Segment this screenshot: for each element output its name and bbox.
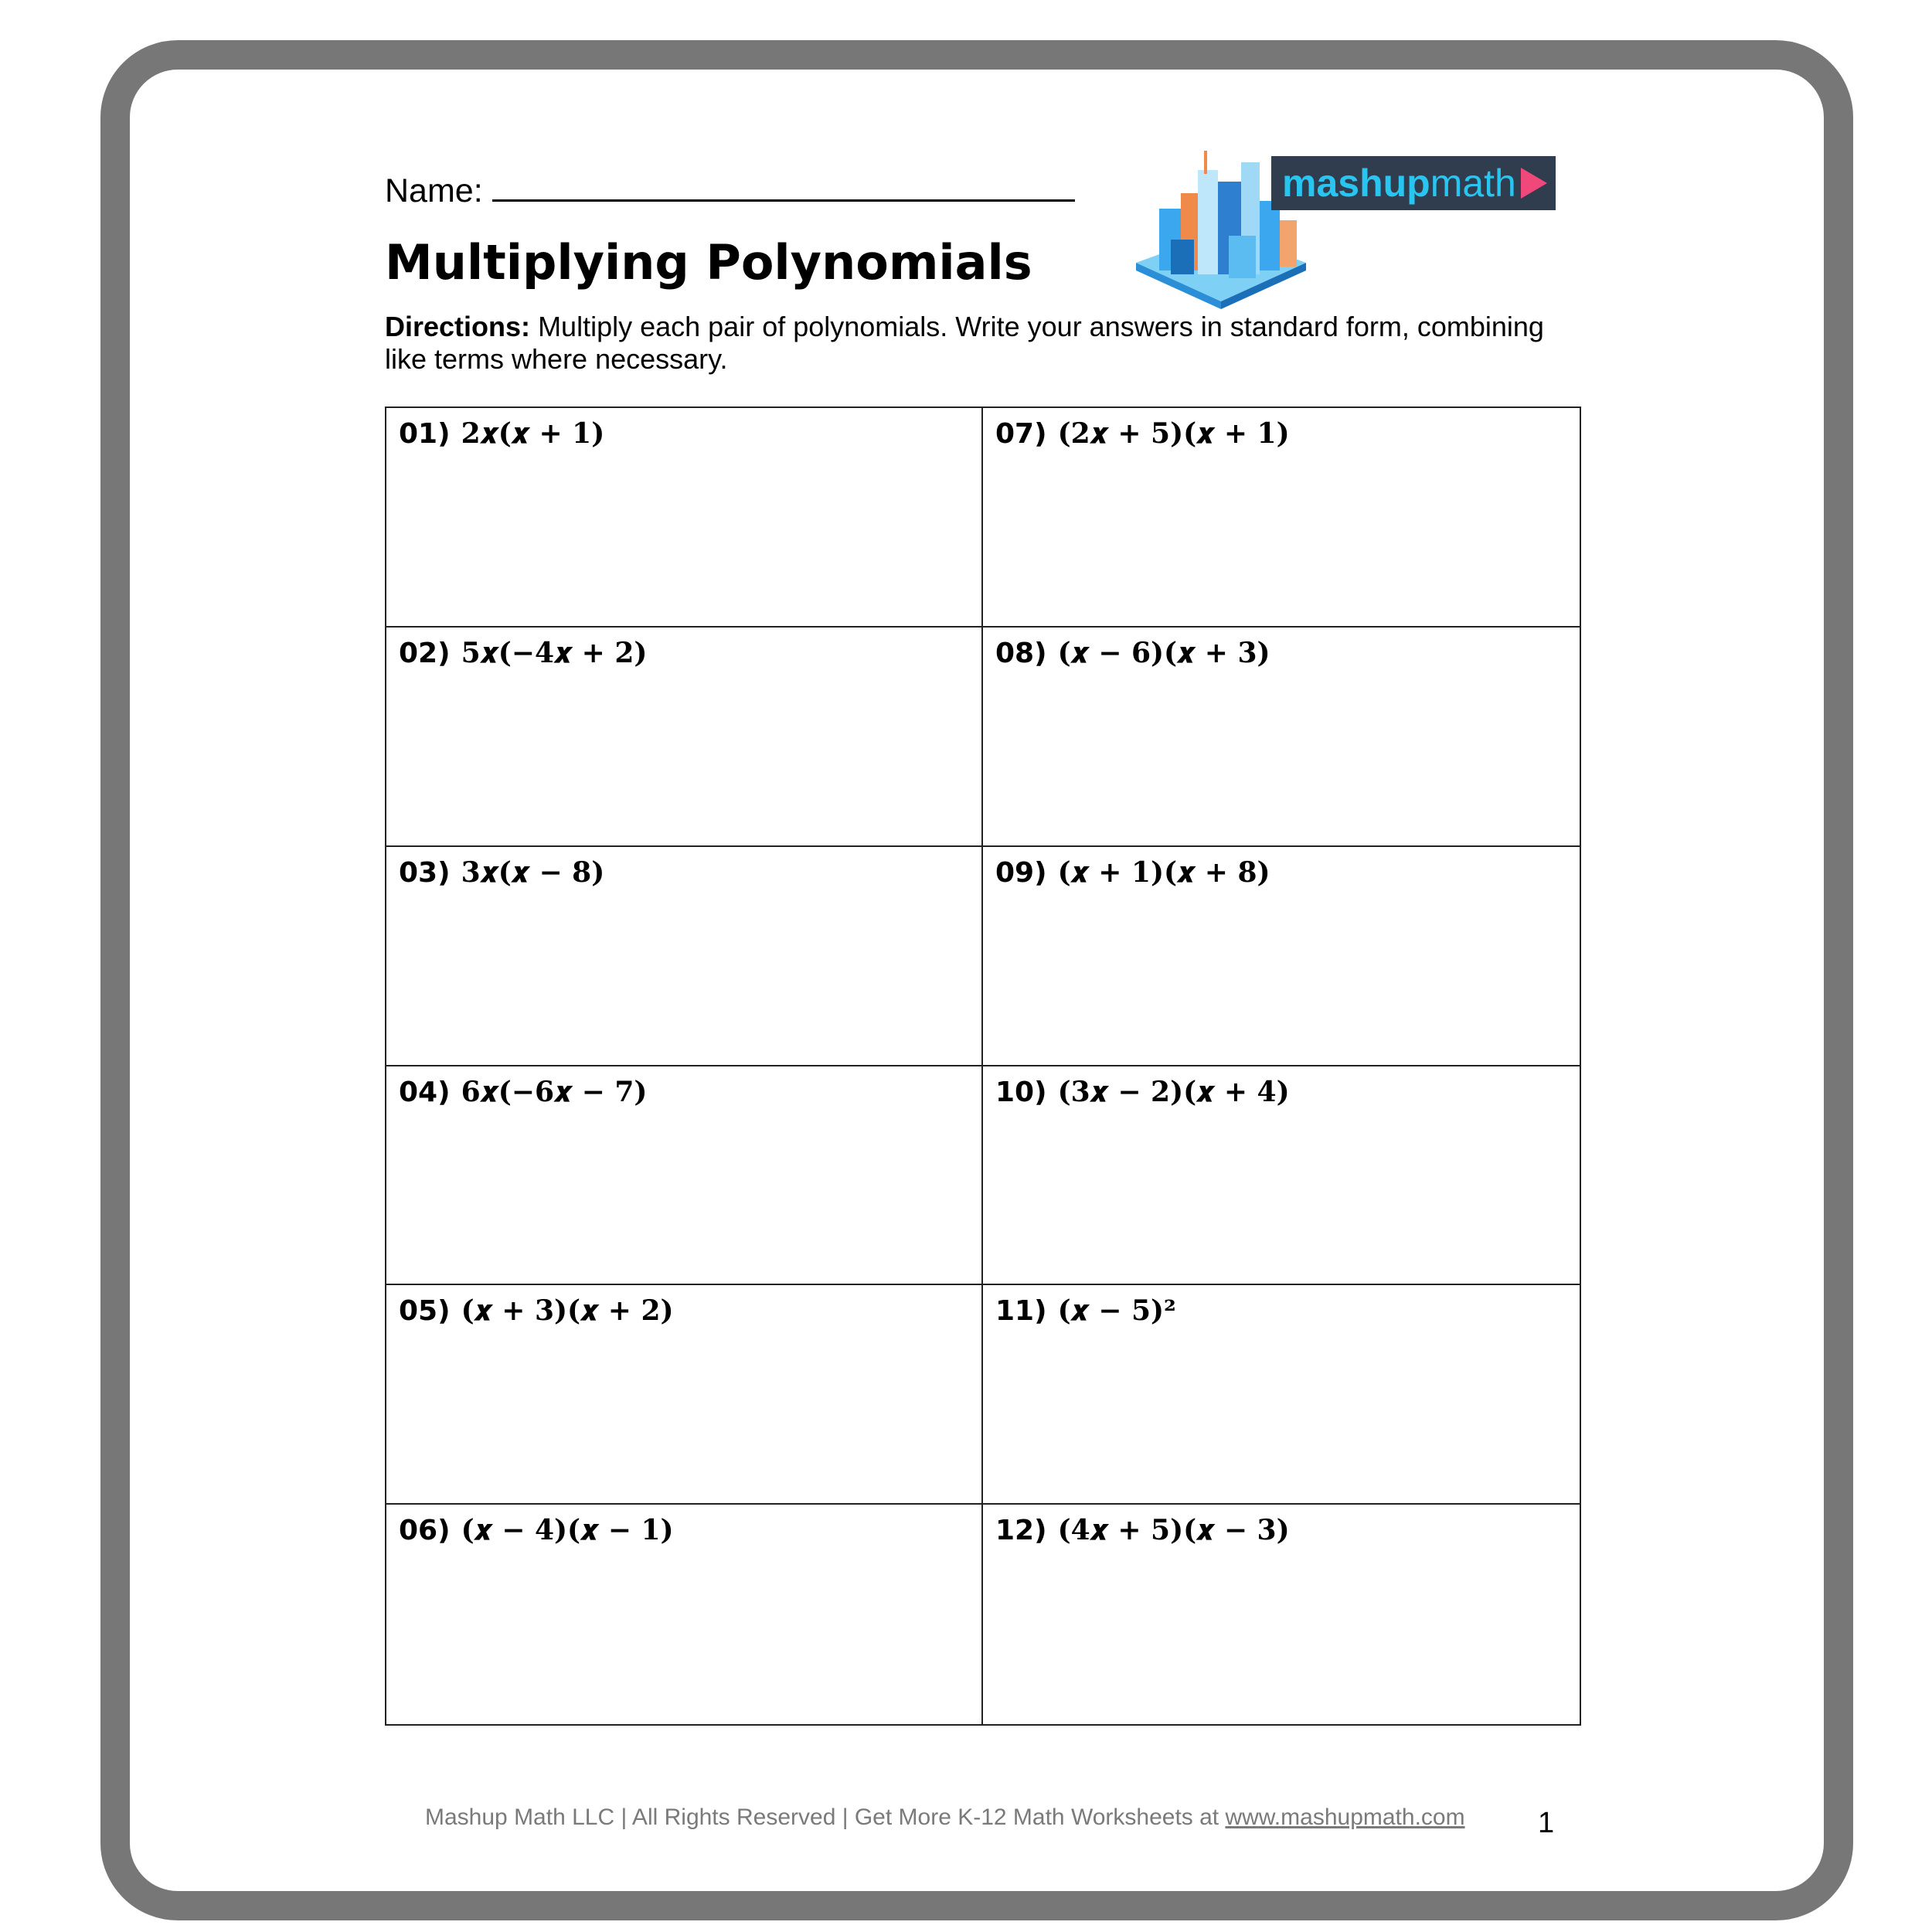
problem-cell[interactable] bbox=[983, 1505, 1580, 1724]
problem-number: 07) bbox=[995, 418, 1047, 450]
problem-expression: 5𝒙(−𝟒𝒙 + 𝟐) bbox=[461, 636, 648, 669]
problem-expression: (𝒙 + 𝟏)(𝒙 + 𝟖) bbox=[1057, 855, 1270, 889]
name-field bbox=[385, 168, 1075, 210]
footer-link[interactable]: www.mashupmath.com bbox=[1225, 1804, 1465, 1830]
problem-expression: (𝒙 − 𝟓)² bbox=[1057, 1294, 1176, 1328]
problem-cell[interactable] bbox=[983, 628, 1580, 847]
brand-word-light: math bbox=[1430, 162, 1516, 205]
problem-expression: (𝟐𝒙 + 𝟓)(𝒙 + 𝟏) bbox=[1057, 417, 1290, 450]
problem-expression: (𝒙 − 𝟔)(𝒙 + 𝟑) bbox=[1057, 636, 1270, 669]
problem-number: 01) bbox=[399, 418, 451, 450]
problem-expression: (𝒙 + 𝟑)(𝒙 + 𝟐) bbox=[461, 1294, 674, 1328]
name-blank-line[interactable] bbox=[492, 168, 1075, 202]
problem-number: 03) bbox=[399, 856, 451, 889]
problem-number: 08) bbox=[995, 637, 1047, 669]
problem-expression: 3𝒙(𝒙 − 𝟖) bbox=[461, 855, 605, 889]
directions-label: Directions: bbox=[385, 311, 531, 342]
page-number: 1 bbox=[1538, 1807, 1555, 1839]
problem-cell[interactable] bbox=[386, 1066, 983, 1286]
problem-cell[interactable] bbox=[983, 1066, 1580, 1286]
problem-grid bbox=[385, 406, 1581, 1726]
problem-number: 05) bbox=[399, 1295, 451, 1328]
play-icon bbox=[1521, 168, 1547, 199]
problem-expression: 6𝒙(−𝟔𝒙 − 𝟕) bbox=[461, 1075, 648, 1108]
problem-number: 06) bbox=[399, 1515, 451, 1547]
problem-number: 02) bbox=[399, 637, 451, 669]
problem-number: 09) bbox=[995, 856, 1047, 889]
footer-text: Mashup Math LLC | All Rights Reserved | Get More K-12 Math Worksheets at bbox=[425, 1804, 1226, 1830]
directions-text: Multiply each pair of polynomials. Write your answers in standard form, combining like terms where necessary. bbox=[385, 311, 1544, 375]
problem-expression: (𝟒𝒙 + 𝟓)(𝒙 − 𝟑) bbox=[1057, 1514, 1290, 1547]
problem-cell[interactable] bbox=[983, 847, 1580, 1066]
brand-word-bold: mashup bbox=[1282, 162, 1430, 205]
worksheet-title: Multiplying Polynomials bbox=[385, 234, 1032, 291]
problem-expression: (𝟑𝒙 − 𝟐)(𝒙 + 𝟒) bbox=[1057, 1075, 1290, 1108]
problem-expression: (𝒙 − 𝟒)(𝒙 − 𝟏) bbox=[461, 1514, 674, 1547]
problem-number: 04) bbox=[399, 1076, 451, 1108]
footer bbox=[425, 1804, 1465, 1831]
problem-number: 11) bbox=[995, 1295, 1047, 1328]
problem-cell[interactable] bbox=[386, 408, 983, 628]
mashup-math-logo bbox=[1128, 147, 1561, 313]
problem-cell[interactable] bbox=[386, 847, 983, 1066]
brand-badge bbox=[1271, 156, 1556, 210]
problem-cell[interactable] bbox=[386, 628, 983, 847]
problem-cell[interactable] bbox=[983, 408, 1580, 628]
problem-number: 10) bbox=[995, 1076, 1047, 1108]
problem-number: 12) bbox=[995, 1515, 1047, 1547]
directions bbox=[385, 311, 1590, 376]
name-label: Name: bbox=[385, 172, 483, 209]
problem-cell[interactable] bbox=[386, 1285, 983, 1505]
problem-cell[interactable] bbox=[386, 1505, 983, 1724]
problem-cell[interactable] bbox=[983, 1285, 1580, 1505]
problem-expression: 2𝒙(𝒙 + 𝟏) bbox=[461, 417, 605, 450]
